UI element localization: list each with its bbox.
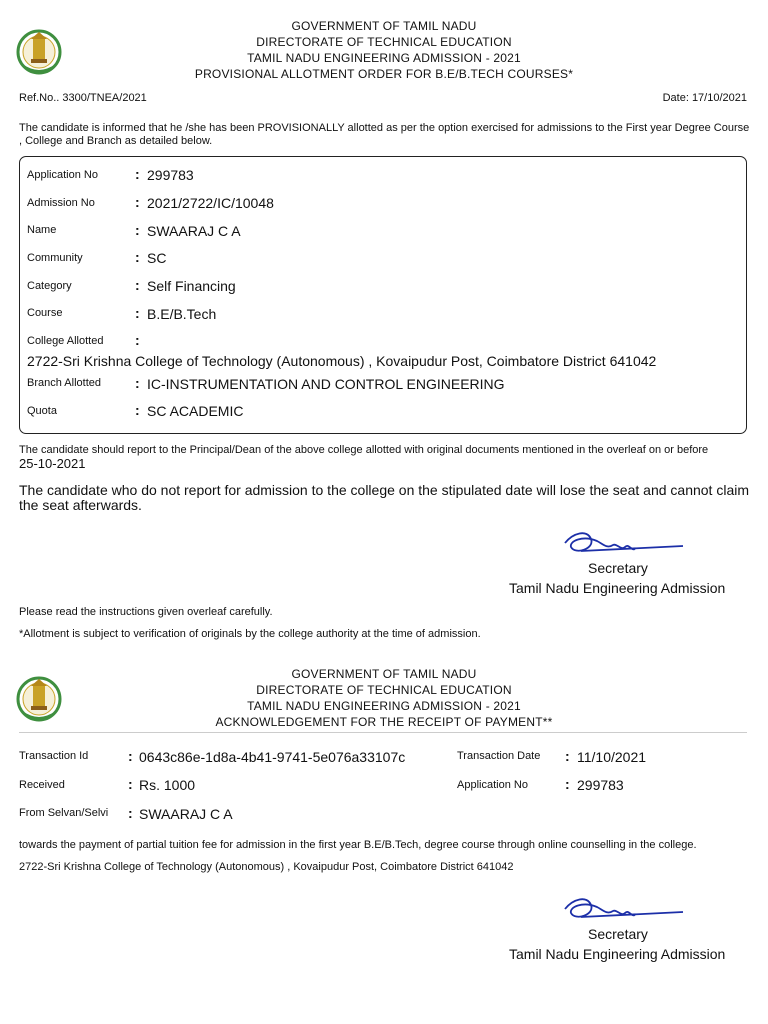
divider [19,732,747,733]
label-admission-no: Admission No [27,197,95,209]
value-course: B.E/B.Tech [147,306,217,322]
colon: : [135,249,140,265]
header-line: PROVISIONAL ALLOTMENT ORDER FOR B.E/B.TECH COURSES* [194,67,574,81]
report-note: The candidate should report to the Principal/Dean of the above college allotted with original documents mentioned in the overleaf on or before [19,444,709,456]
colon: : [135,375,140,391]
signature-icon [561,891,686,929]
label-branch-allotted: Branch Allotted [27,377,101,389]
signature-org: Tamil Nadu Engineering Admission [509,946,726,962]
value-college-name: 2722-Sri Krishna College of Technology (Autonomous) , Kovaipudur Post, Coimbatore District 641042 [27,353,657,369]
intro-text: The candidate is informed that he /she has been PROVISIONALLY allotted as per the option exercised for admissions to the First year Degree Course , College and Branch as detailed below. [19,122,750,147]
value-community: SC [147,250,167,266]
colon: : [135,402,140,418]
header-line: DIRECTORATE OF TECHNICAL EDUCATION [256,35,512,49]
label-quota: Quota [27,405,57,417]
header-line: TAMIL NADU ENGINEERING ADMISSION - 2021 [247,51,521,65]
instructions-note: Please read the instructions given overleaf carefully. [19,606,273,618]
signature-title: Secretary [588,560,648,576]
signature-icon [561,525,686,563]
header-line: GOVERNMENT OF TAMIL NADU [291,19,477,33]
colon: : [565,748,570,764]
value-category: Self Financing [147,278,236,294]
colon: : [135,332,140,348]
label-application-no: Application No [27,169,98,181]
value-received: Rs. 1000 [139,777,196,793]
header-line: GOVERNMENT OF TAMIL NADU [291,667,477,681]
header-line: DIRECTORATE OF TECHNICAL EDUCATION [256,683,512,697]
header-line: TAMIL NADU ENGINEERING ADMISSION - 2021 [247,699,521,713]
value-payment-application-no: 299783 [577,777,624,793]
value-from: SWAARAJ C A [139,806,233,822]
signature-title: Secretary [588,926,648,942]
label-received: Received [19,779,65,791]
colon: : [135,277,140,293]
colon: : [135,222,140,238]
allotment-details-box [19,156,747,434]
value-quota: SC ACADEMIC [147,403,244,419]
value-transaction-id: 0643c86e-1d8a-4b41-9741-5e076a33107c [139,749,406,765]
acknowledgement-header [0,666,768,730]
colon: : [128,805,133,821]
value-transaction-date: 11/10/2021 [577,749,647,765]
value-name: SWAARAJ C A [147,223,241,239]
colon: : [565,776,570,792]
colon: : [135,194,140,210]
payment-college: 2722-Sri Krishna College of Technology (Autonomous) , Kovaipudur Post, Coimbatore District 641042 [19,861,514,873]
seat-warning: The candidate who do not report for admission to the college on the stipulated date will lose the seat and cannot claim the seat afterwards. [19,482,750,513]
value-application-no: 299783 [147,167,194,183]
allotment-header [0,18,768,82]
label-college-allotted: College Allotted [27,335,104,347]
allotment-note: *Allotment is subject to verification of originals by the college authority at the time of admission. [19,628,481,640]
label-transaction-date: Transaction Date [457,750,541,762]
value-branch-allotted: IC-INSTRUMENTATION AND CONTROL ENGINEERING [147,376,505,392]
report-deadline: 25-10-2021 [19,456,86,471]
label-category: Category [27,280,72,292]
label-name: Name [27,224,57,236]
value-admission-no: 2021/2722/IC/10048 [147,195,274,211]
colon: : [128,748,133,764]
label-payment-application-no: Application No [457,779,528,791]
payment-note: towards the payment of partial tuition fee for admission in the first year B.E/B.Tech, degree course through online counselling in the college. [19,839,697,851]
label-community: Community [27,252,83,264]
label-course: Course [27,307,63,319]
colon: : [135,305,140,321]
signature-org: Tamil Nadu Engineering Admission [509,580,726,596]
order-date: Date: 17/10/2021 [662,92,747,104]
label-transaction-id: Transaction Id [19,750,89,762]
colon: : [135,166,140,182]
colon: : [128,776,133,792]
header-line: ACKNOWLEDGEMENT FOR THE RECEIPT OF PAYMENT** [215,715,553,729]
reference-number: Ref.No.. 3300/TNEA/2021 [19,92,147,104]
label-from: From Selvan/Selvi [19,807,109,819]
